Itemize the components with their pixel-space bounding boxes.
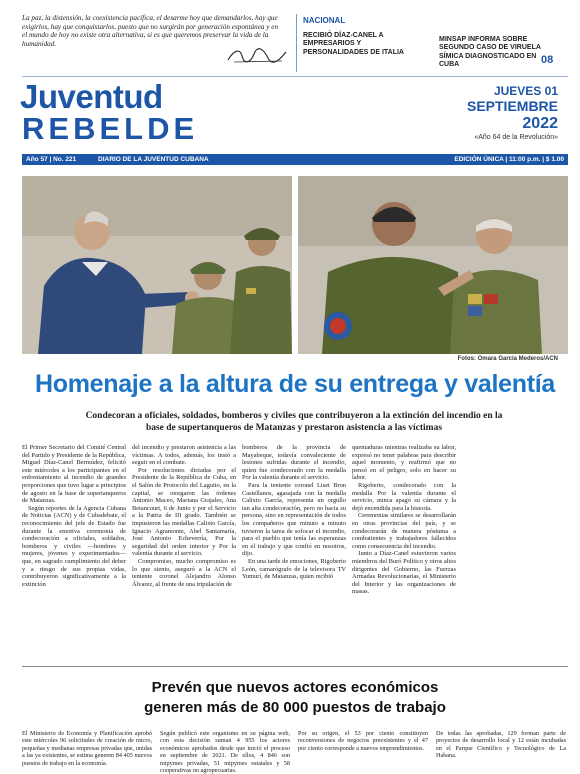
paragraph: Rigoberto, condecorado con la medalla Por la valentía durante el servicio, nunca apagó su cámara y la dejó encendida para la historia. xyxy=(352,481,456,512)
paragraph: Ceremonias similares se desarrollarán en otras provincias del país, y se condecorarán de manera póstuma a combatientes y trabajadores fallecidos como consecuencia del incendio. xyxy=(352,512,456,550)
main-headline[interactable]: Homenaje a la altura de su entrega y valentía xyxy=(34,370,556,398)
article-column: De todas las aprobadas, 129 forman parte de proyectos de desarrollo local y 12 están incubadas en el Parque Científico y Tecnológico de La Habana. xyxy=(436,730,566,760)
article-column xyxy=(242,444,346,668)
article-column: El Ministerio de Economía y Planificación aprobó este miércoles 96 solicitudes de creación de micro, pequeñas y medianas empresas privadas que, unidas a las ya existentes, se estima generen 84 405 nuevos puestos de trabajo en la economía. xyxy=(22,730,152,767)
paragraph: El Primer Secretario del Comité Central del Partido y Presidente de la República, Miguel Díaz-Canel Bermúdez, felicitó este miércoles a los participantes en el enfrentamiento al incendio de grandes proporciones que tuvo lugar a principios de agosto en la base de supertanqueros de Matanzas. xyxy=(22,444,126,505)
headline-line: Prevén que nuevos actores económicos xyxy=(151,679,439,696)
paragraph: Para la teniente coronel Liset Bron Castellanos, agasajada con la medalla Calixto García, representa un orgullo tan alta condecoración, pero no hacia su persona, sino en representación de todos los compañeros que minuto a minuto tuvieron la tarea de sofocar el incendio, para el pueblo que tenía las esperanzas en el trabajo y que confió en nosotros, dijo. xyxy=(242,481,346,558)
paragraph: quemaduras mientras realizaba su labor, expresó no tener palabras para describir aquel momento, y reafirmó que no pensó en el peligro, solo en hacer su labor. xyxy=(352,444,456,482)
article-body xyxy=(22,444,568,668)
divider xyxy=(22,76,568,77)
masthead-logo xyxy=(20,80,198,144)
article2-body xyxy=(22,730,568,774)
paragraph: Junto a Díaz-Canel estuvieron varios miembros del Buró Político y otros altos dirigentes del Gobierno, las Fuerzas Armadas Revolucionarias, el Ministerio del Interior y las organizaciones de masas. xyxy=(352,550,456,596)
section-label: NACIONAL xyxy=(303,16,346,25)
paragraph: del incendio y prestaron asistencia a las víctimas. A todos, además, los instó a seguir en el combate. xyxy=(132,444,236,467)
masthead-line2: REBELDE xyxy=(22,111,199,146)
info-bar xyxy=(22,154,568,165)
page-number: 08 xyxy=(541,54,554,66)
paragraph: En una tarde de emociones, Rigoberto León, camarógrafo de la televisora TV Yumurí, de Matanzas, quien recibió xyxy=(242,557,346,581)
photo-caption: Fotos: Omara García Mederos/ACN xyxy=(457,356,558,362)
subheadline: Condecoran a oficiales, soldados, bomberos y civiles que contribuyeron a la extinción del incendio en la base de supertanqueros de Matanzas y prestaron asistencia a las víctimas xyxy=(85,411,503,433)
article-column xyxy=(22,444,126,668)
article-column: Por su origen, el 53 por ciento constituyen reconversiones de negocios preexistentes y el 47 por ciento corresponde a nuevos emprendimientos. xyxy=(298,730,428,752)
paragraph: Según reportes de la Agencia Cubana de Noticias (ACN) y de Cubadebate, el reconocimiento del jefe de Estado fue durante la emotiva ceremonia de condecoración a oficiales, soldados, bomberos y civiles —hombres y mujeres, jóvenes y experimentados— que, en sagrado cumplimiento del deber y a riesgo de sus propias vidas, contribuyeron significativamente a la extinción xyxy=(22,504,126,588)
photo-ceremony-left xyxy=(22,176,292,354)
article-column: Según publicó este organismo en su página web, con esta decisión suman 4 955 los actores económicos aprobados desde que inició el proceso en septiembre de 2021. De ellos, 4 846 son mipymes privadas, 51 mipymes estatales y 58 cooperativas no agropecuarias. xyxy=(160,730,290,774)
signature-icon xyxy=(224,44,290,68)
date-month: SEPTIEMBRE xyxy=(466,98,558,114)
paragraph: Por resoluciones dictadas por el Presidente de la República de Cuba, en el Salón de Protocolo del Laguito, en la capital, se otorgaron las órdenes Antonio Maceo, Mariana Grajales, Ana Betancourt, 6 de Junio y por el Servicio a la Patria de III grado. También se impusieron las medallas Calixto García, Ignacio Agramonte, Abel Santamaría, José Antonio Echeverría, Por la seguridad del orden interior y Por la valentía durante el servicio. xyxy=(132,466,236,558)
edition-info: EDICIÓN ÚNICA | 11:00 p.m. | $ 1.00 xyxy=(454,156,564,163)
motto: «Año 64 de la Revolución» xyxy=(474,134,558,141)
tagline: DIARIO DE LA JUVENTUD CUBANA xyxy=(98,156,209,163)
masthead-line1: Juventud xyxy=(20,78,163,115)
brief-headline[interactable]: MINSAP INFORMA SOBRE SEGUNDO CASO DE VIRUELA SÍMICA DIAGNOSTICADO EN CUBA xyxy=(439,36,541,69)
date-year: 2022 xyxy=(522,115,558,132)
national-briefs xyxy=(296,14,568,72)
paragraph: bomberos de la provincia de Mayabeque, todavía convaleciente de lesiones sufridas durante el incendio, quien fue condecorado con la medalla Por la valentía durante el servicio. xyxy=(242,444,346,482)
article-column xyxy=(352,444,456,668)
headline-line: generen más de 80 000 puestos de trabajo xyxy=(144,699,446,716)
paragraph: Compromiso, mucho compromiso es lo que siento, aseguró a la ACN el teniente coronel Alejandro Alonso Álvarez, al frente de una tripulación de xyxy=(132,557,236,588)
article-column xyxy=(132,444,236,668)
top-strip xyxy=(0,0,580,74)
quote: La paz, la distensión, la coexistencia pacífica, el desarme hoy que demandarlos, hay que exigirlos, hay que conquistarlos, puesto que no surgirán por generación espontánea y en el mundo de hoy no existe otra alternativa, si es que queremos preservar la vida de la humanidad. xyxy=(22,14,279,48)
photo-ceremony-right xyxy=(298,176,568,354)
issue-number: Año 57 | No. 221 xyxy=(26,156,77,163)
date-block xyxy=(467,84,558,141)
date-day: JUEVES 01 xyxy=(493,84,558,98)
brief-headline[interactable]: RECIBIÓ DÍAZ-CANEL A EMPRESARIOS Y PERSONALIDADES DE ITALIA xyxy=(303,32,404,56)
